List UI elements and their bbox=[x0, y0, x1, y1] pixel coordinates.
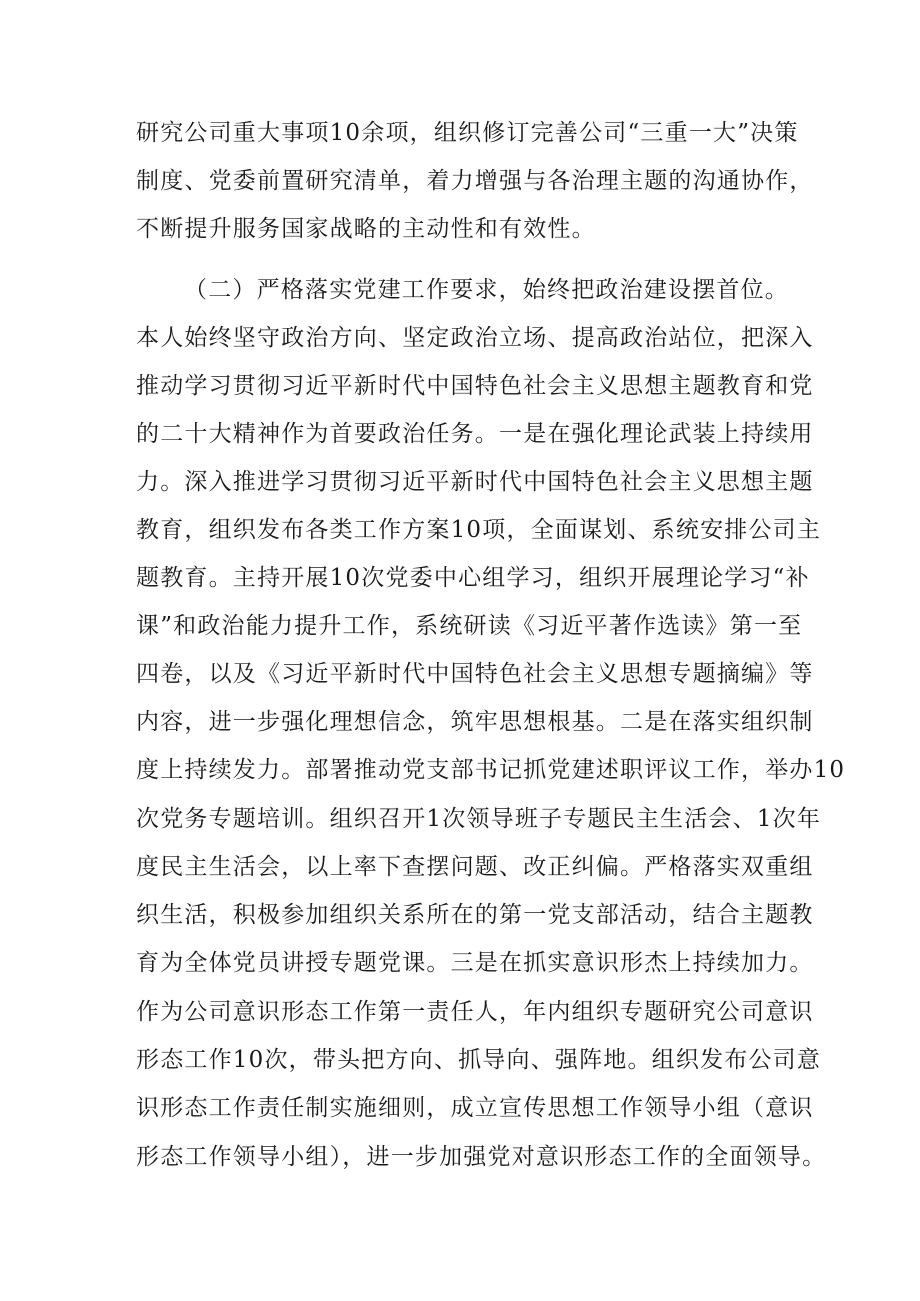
paragraph-line: 题教育。主持开展10次党委中心组学习，组织开展理论学习“补 bbox=[136, 565, 810, 591]
paragraph-line: 识形态工作责任制实施细则，成立宣传思想工作领导小组（意识 bbox=[136, 1095, 814, 1121]
paragraph-line: 育为全体党员讲授专题党课。三是在抓实意识形杰上持续加力。 bbox=[136, 950, 814, 976]
paragraph-line: 推动学习贯彻习近平新时代中国特色社会主义思想主题教育和党 bbox=[136, 373, 814, 399]
section-heading: （二）严格落实党建工作要求，始终把政治建设摆首位。 bbox=[184, 277, 789, 303]
paragraph-line: 作为公司意识形态工作第一责任人，年内组织专题研究公司意识 bbox=[136, 999, 814, 1025]
paragraph-line: 形态工作10次，带头把方向、抓导向、强阵地。组织发布公司意 bbox=[136, 1047, 822, 1073]
paragraph-line: 教育，组织发布各类工作方案10项，全面谋划、系统安排公司主 bbox=[136, 517, 822, 543]
paragraph-line: 形态工作领导小组），进一步加强党对意识形态工作的全面领导。 bbox=[136, 1144, 827, 1170]
paragraph-line: 研究公司重大事项10余项，组织修订完善公司“三重一大”决策 bbox=[136, 120, 799, 146]
paragraph-line: 不断提升服务国家战略的主动性和有效性。 bbox=[136, 216, 596, 242]
paragraph-line: 内容，进一步强化理想信念，筑牢思想根基。二是在落实组织制 bbox=[136, 709, 814, 735]
paragraph-line: 织生活，积极参加组织关系所在的第一党支部活动，结合主题教 bbox=[136, 902, 814, 928]
paragraph-line: 的二十大精神作为首要政治任务。一是在强化理论武装上持续用 bbox=[136, 421, 814, 447]
paragraph-line: 度上持续发力。部署推动党支部书记抓党建述职评议工作，举办10 bbox=[136, 757, 846, 783]
paragraph-line: 课”和政治能力提升工作，系统研读《习近平著作选读》第一至 bbox=[136, 613, 803, 639]
paragraph-line: 本人始终坚守政治方向、坚定政治立场、提高政治站位，把深入 bbox=[136, 325, 814, 351]
paragraph-line: 力。深入推进学习贯彻习近平新时代中国特色社会主义思想主题 bbox=[136, 469, 814, 495]
paragraph-line: 度民主生活会，以上率下查摆问题、改正纠偏。严格落实双重组 bbox=[136, 854, 814, 880]
paragraph-line: 四卷，以及《习近平新时代中国特色社会主义思想专题摘编》等 bbox=[136, 661, 814, 687]
paragraph-line: 制度、党委前置研究清单，着力增强与各治理主题的沟通协作， bbox=[136, 168, 814, 194]
paragraph-line: 次党务专题培训。组织召开1次领导班子专题民主生活会、1次年 bbox=[136, 806, 822, 832]
